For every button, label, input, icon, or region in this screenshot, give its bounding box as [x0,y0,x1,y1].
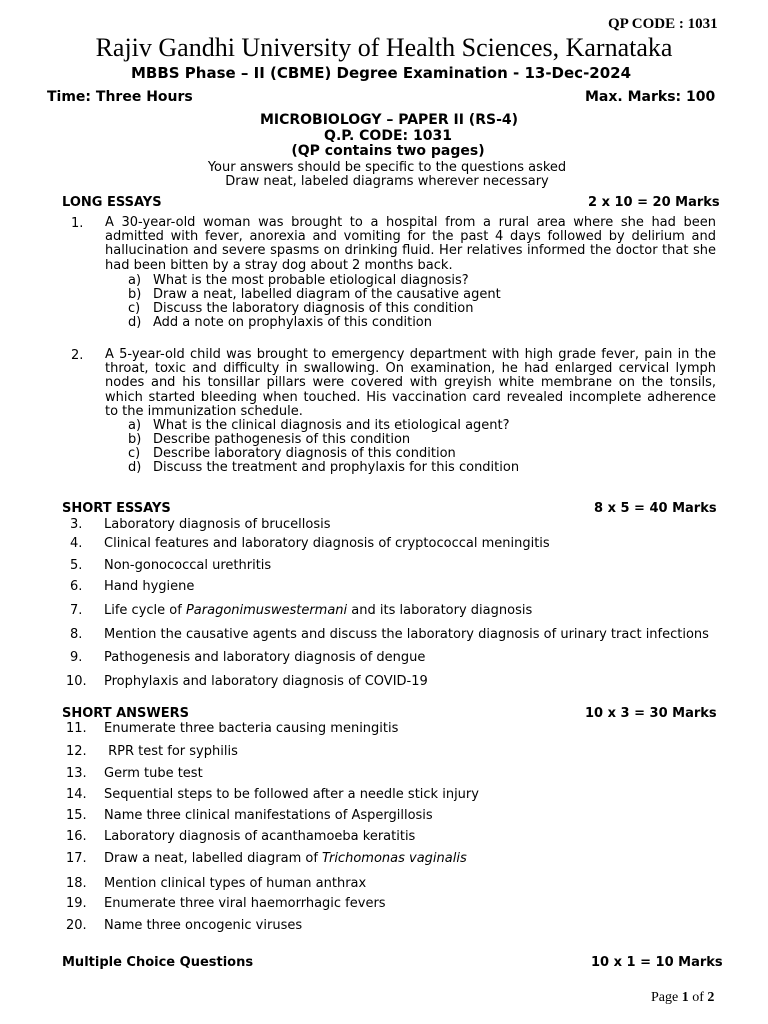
page-total: 2 [707,990,715,1005]
item-number: 20. [66,918,87,933]
subject-title: MICROBIOLOGY – PAPER II (RS-4) [259,112,519,128]
short-answers-heading: SHORT ANSWERS [62,706,190,721]
item-number: 16. [66,829,87,844]
instruction-1: Your answers should be specific to the questions asked [207,160,567,175]
subquestion-text: Discuss the laboratory diagnosis of this condition [153,301,474,316]
item-number: 4. [70,536,83,551]
organism-name: Trichomonas vaginalis [322,851,467,866]
item-text: Clinical features and laboratory diagnosis of cryptococcal meningitis [104,536,550,551]
item-number: 19. [66,896,87,911]
subquestion-text: What is the clinical diagnosis and its etiological agent? [153,418,510,433]
subquestion-label: c) [128,446,141,461]
subquestion-label: b) [128,287,142,302]
item-text: Mention clinical types of human anthrax [104,876,367,891]
page-current: 1 [681,990,689,1005]
instruction-2: Draw neat, labeled diagrams wherever necessary [225,174,549,189]
item-number: 8. [70,627,83,642]
subquestion-text: Discuss the treatment and prophylaxis for this condition [153,460,520,475]
item-number: 6. [70,579,83,594]
item-text: Mention the causative agents and discuss the laboratory diagnosis of urinary tract infections [104,627,709,642]
university-title: Rajiv Gandhi University of Health Sciences, Karnataka [95,33,673,62]
item-text [104,603,532,618]
item-text: Germ tube test [104,766,203,781]
item-text-post: and its laboratory diagnosis [347,603,533,618]
item-text: Laboratory diagnosis of brucellosis [104,517,331,532]
item-number: 13. [66,766,87,781]
mcq-marks: 10 x 1 = 10 Marks [591,955,723,970]
page-number [651,990,714,1006]
item-number: 3. [70,517,83,532]
subquestion-text: What is the most probable etiological diagnosis? [153,273,469,288]
subquestion-label: b) [128,432,142,447]
long-essays-marks: 2 x 10 = 20 Marks [588,195,720,210]
time-label: Time: Three Hours [47,89,193,105]
mcq-heading: Multiple Choice Questions [62,955,254,970]
item-text: RPR test for syphilis [104,744,238,759]
qp-code-line: Q.P. CODE: 1031 [324,128,452,144]
subquestion-text: Add a note on prophylaxis of this condition [153,315,433,330]
item-number: 9. [70,650,83,665]
qp-code: QP CODE : 1031 [608,16,718,32]
item-text-pre: Draw a neat, labelled diagram of [104,851,323,866]
item-text: Enumerate three viral haemorrhagic fevers [104,896,386,911]
subquestion-label: a) [128,418,142,433]
short-answers-marks: 10 x 3 = 30 Marks [585,706,717,721]
item-text: Enumerate three bacteria causing meningitis [104,721,399,736]
item-text: Name three clinical manifestations of Aspergillosis [104,808,433,823]
item-number: 12. [66,744,87,759]
subquestion-text: Describe pathogenesis of this condition [153,432,411,447]
organism-name: Paragonimuswestermani [185,603,348,618]
item-number: 15. [66,808,87,823]
item-text: Pathogenesis and laboratory diagnosis of dengue [104,650,426,665]
item-number: 17. [66,851,87,866]
item-number: 7. [70,603,83,618]
question-number: 2. [71,348,84,363]
item-text: Non-gonococcal urethritis [104,558,272,573]
item-number: 18. [66,876,87,891]
exam-title: MBBS Phase – II (CBME) Degree Examination - 13-Dec-2024 [130,64,632,82]
item-text: Hand hygiene [104,579,195,594]
item-text-pre: Life cycle of [104,603,186,618]
item-text: Sequential steps to be followed after a needle stick injury [104,787,479,802]
page-prefix: Page [651,990,682,1005]
item-text: Name three oncogenic viruses [104,918,303,933]
question-text: A 5-year-old child was brought to emergency department with high grade fever, pain in the throat, toxic and difficulty in swallowing. On examination, he had enlarged cervical lymph nodes and his tonsillar pillars were covered with greyish white membrane on the tonsils, which started bleeding when touched. His vaccination card revealed incomplete adherence to the immunization schedule. [105,347,716,419]
subquestion-text: Draw a neat, labelled diagram of the causative agent [153,287,501,302]
item-text [104,851,467,866]
page-of: of [688,990,708,1005]
subquestion-text: Describe laboratory diagnosis of this condition [153,446,456,461]
subquestion-label: c) [128,301,141,316]
item-number: 14. [66,787,87,802]
item-number: 11. [66,721,87,736]
item-text: Laboratory diagnosis of acanthamoeba keratitis [104,829,416,844]
subquestion-label: a) [128,273,142,288]
pages-note: (QP contains two pages) [291,143,485,159]
short-essays-marks: 8 x 5 = 40 Marks [594,501,717,516]
question-number: 1. [71,216,84,231]
subquestion-label: d) [128,460,142,475]
item-text: Prophylaxis and laboratory diagnosis of COVID-19 [104,674,428,689]
item-number: 10. [66,674,87,689]
subquestion-label: d) [128,315,142,330]
item-number: 5. [70,558,83,573]
long-essays-heading: LONG ESSAYS [62,195,162,210]
question-text: A 30-year-old woman was brought to a hospital from a rural area where she had been admitted with fever, anorexia and vomiting for the past 4 days followed by delirium and hallucination and severe spasms on drinking fluid. Her relatives informed the doctor that she had been bitten by a stray dog about 2 months back. [105,215,716,273]
max-marks-label: Max. Marks: 100 [585,89,716,105]
short-essays-heading: SHORT ESSAYS [62,501,171,516]
